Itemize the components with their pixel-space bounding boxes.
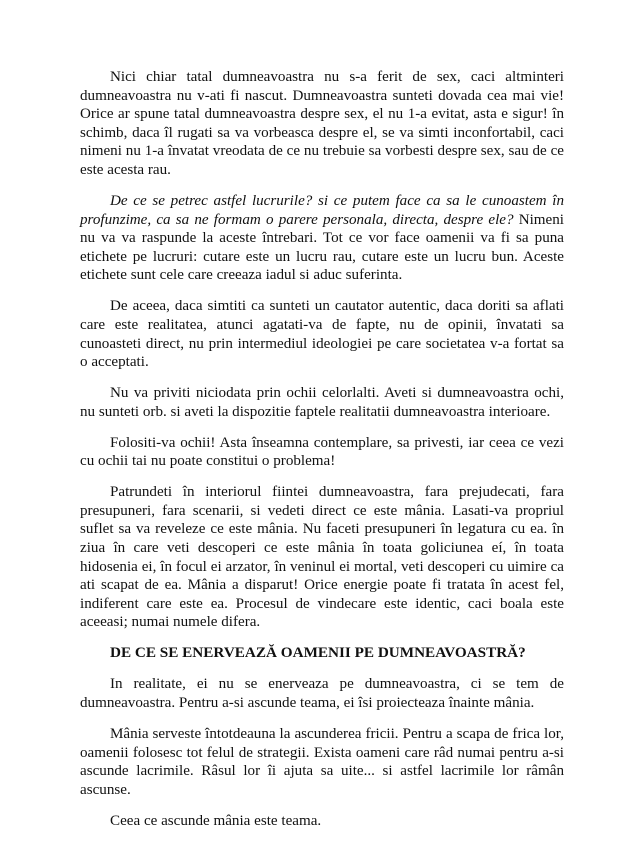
paragraph-1 [80, 68, 564, 180]
paragraph-2-text: Nimeni nu va va raspunde la aceste întrebari. Tot ce vor face oamenii va fi sa puna etichete pe lucruri: cutare este un lucru rau, cutare este un lucru bun. Aceste etichete sunt cele care creeaza iadul si aduc suferinta. [80, 211, 564, 284]
paragraph-8 [80, 725, 564, 799]
paragraph-3 [80, 297, 564, 371]
section-heading: DE CE SE ENERVEAZĂ OAMENII PE DUMNEAVOASTRĂ? [110, 644, 526, 662]
document-page [80, 68, 564, 843]
paragraph-1-text: Nici chiar tatal dumneavoastra nu s-a ferit de sex, caci altminteri dumneavoastra nu v-ati fi nascut. Dumneavoastra sunteti dovada cea mai vie! Orice ar spune tatal dumneavoastra despre sex, el nu 1-a evitat, asta e sigur! în schimb, daca îl rugati sa va vorbeasca despre el, se va simti inconfortabil, caci nimeni nu 1-a învatat vreodata de ce nu trebuie sa vorbesti despre sex, sau de ce este acesta rau. [80, 69, 564, 178]
paragraph-4-text: Nu va priviti niciodata prin ochii celorlalti. Aveti si dumneavoastra ochi, nu sunteti orb. si aveti la dispozitie faptele realitatii dumneavoastra interioare. [80, 385, 564, 420]
paragraph-5-text: Folositi-va ochii! Asta înseamna contemplare, sa privesti, iar ceea ce vezi cu ochii tai nu poate constitui o problema! [80, 434, 564, 470]
paragraph-3-text: De aceea, daca simtiti ca sunteti un cautator autentic, daca doriti sa aflati care este realitatea, atunci agatati-va de fapte, nu de opinii, învatati sa cunoasteti direct, nu prin intermediul ideologiei pe care societatea v-a fortat sa o acceptati. [80, 298, 564, 371]
paragraph-6-text: Patrundeti în interiorul fiintei dumneavoastra, fara prejudecati, fara presupuneri, fara scenarii, si vedeti direct ce este mânia. Lasati-va propriul suflet sa va reveleze ce este mânia. Nu faceti presupuneri în legatura cu ea. în ziua în care veti descoperi ce este mânia în toata goliciunea eí, în toata hidosenia ei, în focul ei arzator, în veninul ei mortal, veti descoperi cu uimire ca ati scapat de ea. Mânia a disparut! Orice energie poate fi tratata în acest fel, indiferent care este ea. Procesul de vindecare este identic, caci boala este aceeasi; numai numele difera. [80, 484, 564, 631]
paragraph-9 [80, 812, 564, 831]
paragraph-4 [80, 384, 564, 421]
paragraph-2 [80, 192, 564, 285]
paragraph-7 [80, 675, 564, 712]
paragraph-2-italic-questions: De ce se petrec astfel lucrurile? si ce putem face ca sa le cunoastem în profunzime, ca sa ne formam o parere personala, directa, despre ele? [80, 192, 564, 228]
paragraph-9-text: Ceea ce ascunde mânia este teama. [110, 812, 322, 829]
paragraph-6 [80, 483, 564, 632]
paragraph-7-text: In realitate, ei nu se enerveaza pe dumneavoastra, ci se tem de dumneavoastra. Pentru a-si ascunde teama, ei îsi proiecteaza înainte mânia. [80, 676, 564, 711]
paragraph-5 [80, 434, 564, 471]
paragraph-8-text: Mânia serveste întotdeauna la ascunderea fricii. Pentru a scapa de frica lor, oamenii folosesc tot felul de strategii. Exista oameni care râd numai pentru a-si ascunde lacrimile. Râsul lor îi ajuta sa uite... si astfel lacrimile lor râmân ascunse. [80, 725, 564, 798]
